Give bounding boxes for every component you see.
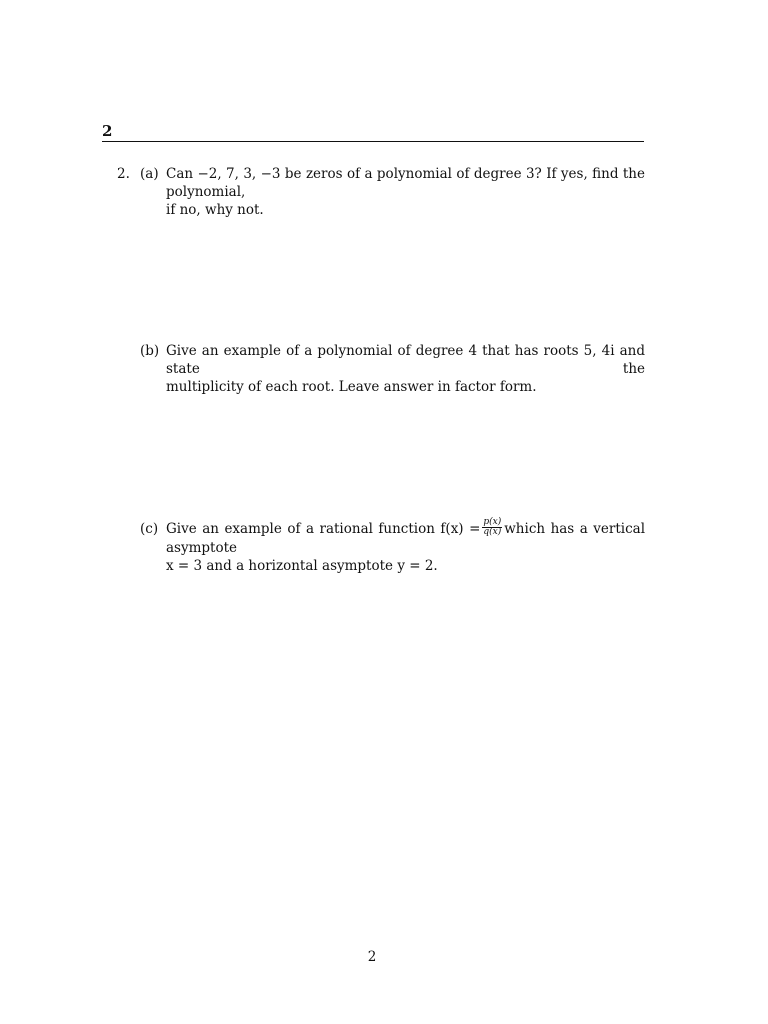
header-rule — [102, 141, 644, 142]
part-b-line-1: Give an example of a polynomial of degree 4 that has roots 5, 4i and state the — [166, 343, 645, 377]
part-c-line-2: x = 3 and a horizontal asymptote y = 2. — [166, 558, 438, 574]
running-header — [102, 122, 644, 142]
part-b-line-2: multiplicity of each root. Leave answer in factor form. — [166, 379, 537, 395]
problem-number: 2. — [117, 166, 130, 182]
part-c-line-1 — [166, 517, 646, 557]
fraction-denominator: q(x) — [483, 527, 502, 537]
part-a-line-1: Can −2, 7, 3, −3 be zeros of a polynomial of degree 3? If yes, find the polynomial, — [166, 166, 645, 200]
fraction-numerator: p(x) — [483, 517, 502, 527]
part-a — [140, 165, 645, 219]
part-c-label: (c) — [140, 521, 159, 537]
part-c-line-1-post: which has a vertical asymptote — [166, 521, 646, 556]
part-a-text — [166, 165, 645, 219]
part-c-text — [166, 517, 646, 575]
part-c — [140, 517, 646, 575]
part-c-line-1-pre: Give an example of a rational function f(x) = — [166, 521, 481, 537]
fraction-p-over-q — [482, 518, 502, 537]
footer-page-number: 2 — [367, 949, 377, 965]
part-a-line-2: if no, why not. — [166, 202, 264, 218]
header-page-label: 2 — [102, 122, 113, 140]
part-b-text — [166, 342, 645, 396]
part-b — [140, 342, 645, 396]
part-b-label: (b) — [140, 343, 160, 359]
part-a-label: (a) — [140, 166, 159, 182]
